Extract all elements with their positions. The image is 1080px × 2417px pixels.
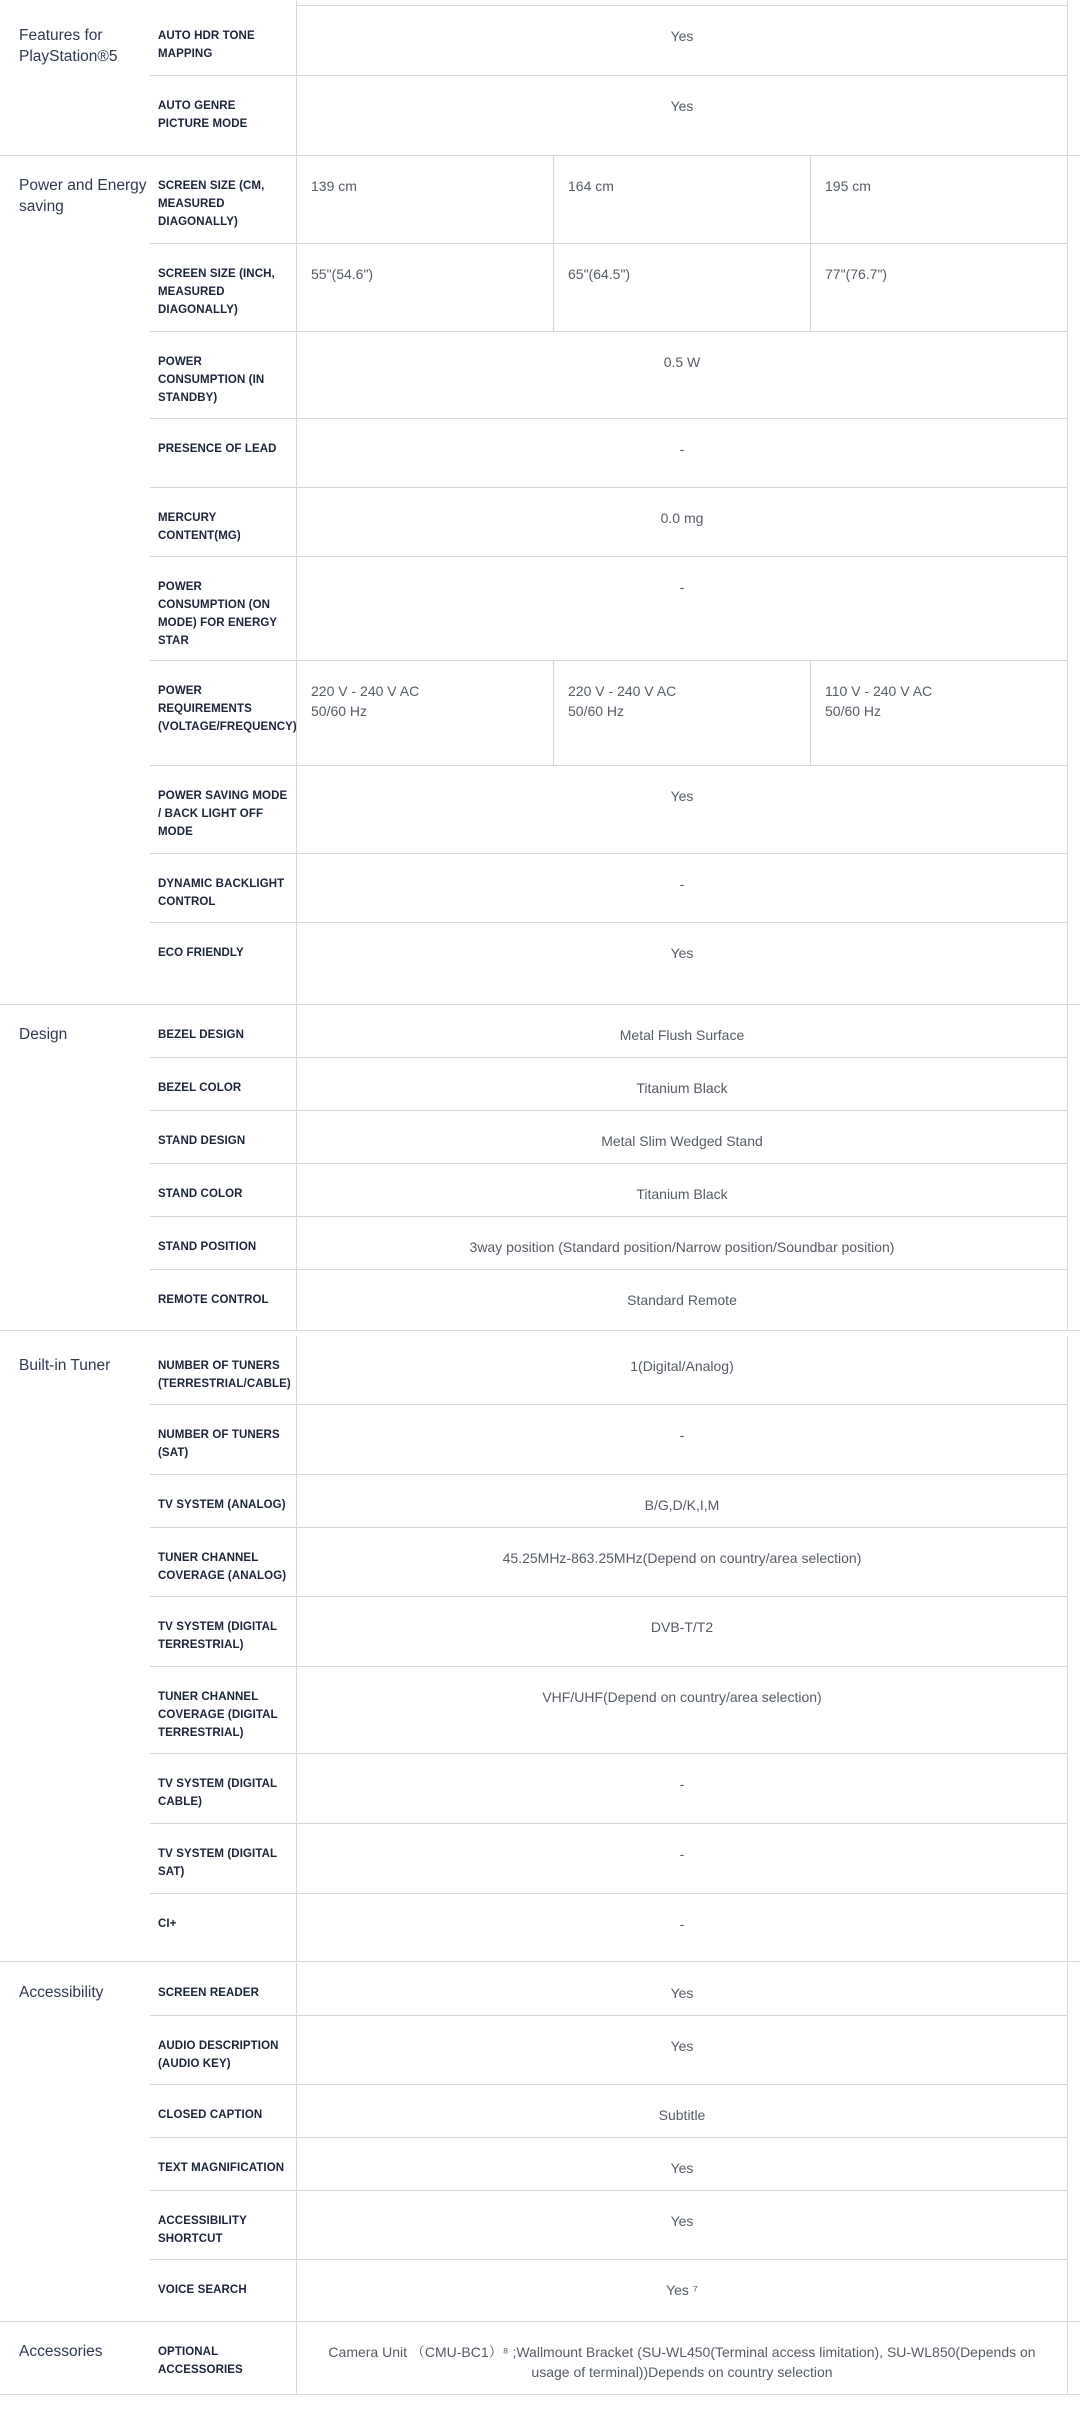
spec-row-bezel-color	[150, 1058, 1068, 1111]
spec-value: 195 cm	[810, 156, 1067, 243]
spec-value-cell	[296, 419, 1068, 487]
spec-row-tv-system-digital-cable	[150, 1754, 1068, 1824]
spec-row-bezel-design	[150, 1005, 1068, 1058]
spec-label: NUMBER OF TUNERS (TERRESTRIAL/CABLE)	[158, 1360, 291, 1390]
spec-label: BEZEL COLOR	[158, 1082, 242, 1094]
spec-row-number-of-tuners-sat	[150, 1405, 1068, 1475]
spec-label: MERCURY CONTENT(MG)	[158, 512, 241, 542]
spec-row-text-magnification	[150, 2138, 1068, 2191]
spec-value: 220 V - 240 V AC 50/60 Hz	[553, 661, 810, 765]
spec-value-cell	[296, 156, 1068, 243]
spec-value-cell	[296, 2191, 1068, 2259]
section-title: Power and Energy saving	[19, 177, 147, 215]
spec-value: -	[679, 579, 685, 595]
spec-value: 55"(54.6")	[311, 266, 374, 282]
spec-row-voice-search	[150, 2260, 1068, 2322]
spec-value: -	[679, 876, 685, 892]
spec-row-stand-position	[150, 1217, 1068, 1270]
spec-row-screen-size-inch-measured-diagonally	[150, 244, 1068, 332]
spec-label: PRESENCE OF LEAD	[158, 443, 277, 455]
spec-value: 0.0 mg	[660, 510, 704, 526]
spec-section-built-in-tuner	[0, 1336, 1080, 1962]
spec-value: 110 V - 240 V AC 50/60 Hz	[810, 661, 1067, 765]
spec-value: VHF/UHF(Depend on country/area selection)	[542, 1689, 822, 1705]
spec-label: AUTO HDR TONE MAPPING	[158, 30, 255, 60]
spec-value-cell	[296, 2322, 1068, 2395]
spec-value-columns	[297, 661, 1067, 765]
spec-row-stand-design	[150, 1111, 1068, 1164]
spec-value-cell	[296, 1894, 1068, 1962]
spec-row-mercury-content-mg	[150, 488, 1068, 557]
spec-value: B/G,D/K,I,M	[644, 1497, 720, 1513]
spec-value: Subtitle	[658, 2107, 706, 2123]
spec-value-cell	[296, 332, 1068, 418]
spec-value: -	[679, 441, 685, 457]
spec-value: -	[679, 1427, 685, 1443]
spec-value-columns	[297, 156, 1067, 243]
spec-value-cell	[296, 2138, 1068, 2190]
spec-row-auto-hdr-tone-mapping	[150, 6, 1068, 76]
spec-value: Standard Remote	[627, 1292, 737, 1308]
spec-row-optional-accessories	[150, 2322, 1068, 2395]
spec-label: OPTIONAL ACCESSORIES	[158, 2346, 243, 2376]
spec-value: Camera Unit （CMU-BC1）⁸ ;Wallmount Bracket (SU-WL450(Terminal access limitation), SU-WL850(Depends on usage of terminal))Depends on country selection	[328, 2344, 1036, 2380]
spec-label: SCREEN READER	[158, 1987, 259, 1999]
spec-value: 3way position (Standard position/Narrow position/Soundbar position)	[469, 1239, 895, 1255]
spec-label: TEXT MAGNIFICATION	[158, 2162, 285, 2174]
spec-label: REMOTE CONTROL	[158, 1294, 269, 1306]
spec-value: 164 cm	[553, 156, 810, 243]
spec-label: STAND COLOR	[158, 1188, 243, 1200]
spec-value-cell	[296, 1336, 1068, 1404]
section-title: Built-in Tuner	[19, 1357, 111, 1374]
spec-row-tuner-channel-coverage-analog	[150, 1528, 1068, 1597]
spec-value: Metal Slim Wedged Stand	[601, 1133, 763, 1149]
spec-value-cell	[296, 1058, 1068, 1110]
spec-label: ECO FRIENDLY	[158, 947, 244, 959]
spec-section-power-and-energy-saving	[0, 156, 1080, 1005]
spec-value-cell	[296, 244, 1068, 331]
spec-row-closed-caption	[150, 2085, 1068, 2138]
spec-value: -	[679, 1846, 685, 1862]
spec-section-accessibility	[0, 1963, 1080, 2322]
spec-label: POWER CONSUMPTION (ON MODE) FOR ENERGY STAR	[158, 581, 277, 647]
spec-value-cell	[296, 1824, 1068, 1893]
spec-value-cell	[296, 1963, 1068, 2015]
spec-row-power-consumption-in-standby	[150, 332, 1068, 419]
spec-label: SCREEN SIZE (CM, MEASURED DIAGONALLY)	[158, 180, 265, 228]
section-title: Features for PlayStation®5	[19, 27, 118, 65]
spec-value: 1(Digital/Analog)	[630, 1358, 734, 1374]
spec-label: ACCESSIBILITY SHORTCUT	[158, 2215, 247, 2245]
spec-value-cell	[296, 766, 1068, 853]
spec-label: STAND DESIGN	[158, 1135, 246, 1147]
spec-value-cell	[296, 557, 1068, 660]
spec-value: 220 V - 240 V AC 50/60 Hz	[311, 683, 420, 719]
spec-value: 45.25MHz-863.25MHz(Depend on country/area selection)	[502, 1550, 862, 1566]
spec-value: 77"(76.7")	[810, 244, 1067, 331]
spec-value-cell	[296, 2260, 1068, 2322]
spec-label: POWER REQUIREMENTS (VOLTAGE/FREQUENCY)	[158, 685, 297, 733]
spec-value-cell	[296, 923, 1068, 1005]
spec-row-screen-size-cm-measured-diagonally	[150, 156, 1068, 244]
spec-row-tv-system-digital-terrestrial	[150, 1597, 1068, 1667]
spec-row-accessibility-shortcut	[150, 2191, 1068, 2260]
spec-row-eco-friendly	[150, 923, 1068, 1005]
spec-row-screen-reader	[150, 1963, 1068, 2016]
spec-value: 139 cm	[311, 178, 357, 194]
spec-value-cell	[296, 1597, 1068, 1666]
spec-section-features-for-playstation-5	[0, 6, 1080, 156]
spec-value: -	[679, 1776, 685, 1792]
spec-rows	[150, 156, 1068, 1005]
spec-value-cell	[296, 2016, 1068, 2084]
spec-row-tv-system-digital-sat	[150, 1824, 1068, 1894]
spec-label: DYNAMIC BACKLIGHT CONTROL	[158, 878, 285, 908]
spec-row-audio-description-audio-key	[150, 2016, 1068, 2085]
spec-rows	[150, 1005, 1068, 1331]
spec-row-tuner-channel-coverage-digital-terrestrial	[150, 1667, 1068, 1754]
spec-value-cell	[296, 854, 1068, 922]
spec-value-columns	[297, 244, 1067, 331]
spec-row-dynamic-backlight-control	[150, 854, 1068, 923]
spec-value-cell	[296, 1475, 1068, 1527]
spec-value-cell	[296, 1217, 1068, 1269]
spec-label: BEZEL DESIGN	[158, 1029, 244, 1041]
spec-value-cell	[296, 661, 1068, 765]
spec-row-number-of-tuners-terrestrial-cable	[150, 1336, 1068, 1405]
spec-value: Yes	[670, 945, 694, 961]
spec-section-design	[0, 1005, 1080, 1331]
spec-value: Yes	[670, 2038, 694, 2054]
spec-value-cell	[296, 1111, 1068, 1163]
spec-label: CLOSED CAPTION	[158, 2109, 263, 2121]
spec-value: 65"(64.5")	[553, 244, 810, 331]
spec-row-presence-of-lead	[150, 419, 1068, 488]
spec-label: TV SYSTEM (DIGITAL SAT)	[158, 1848, 277, 1878]
spec-label: CI+	[158, 1918, 177, 1930]
section-title: Accessories	[19, 2343, 103, 2360]
spec-row-power-saving-mode-back-light-off-mode	[150, 766, 1068, 854]
spec-section-accessories	[0, 2322, 1080, 2395]
spec-value: Yes	[670, 98, 694, 114]
spec-value-cell	[296, 1005, 1068, 1057]
spec-value: Yes	[670, 788, 694, 804]
spec-label: AUTO GENRE PICTURE MODE	[158, 100, 248, 130]
spec-value-cell	[296, 6, 1068, 75]
spec-value: -	[679, 1916, 685, 1932]
spec-value-cell	[296, 1528, 1068, 1596]
section-title: Design	[19, 1026, 68, 1043]
spec-row-auto-genre-picture-mode	[150, 76, 1068, 156]
spec-row-power-requirements-voltage-frequency	[150, 661, 1068, 766]
spec-label: TV SYSTEM (DIGITAL TERRESTRIAL)	[158, 1621, 277, 1651]
spec-label: VOICE SEARCH	[158, 2284, 247, 2296]
spec-label: TUNER CHANNEL COVERAGE (ANALOG)	[158, 1552, 287, 1582]
spec-row-remote-control	[150, 1270, 1068, 1331]
spec-rows	[150, 1963, 1068, 2322]
spec-label: POWER SAVING MODE / BACK LIGHT OFF MODE	[158, 790, 288, 838]
spec-label: SCREEN SIZE (INCH, MEASURED DIAGONALLY)	[158, 268, 275, 316]
spec-value: Yes	[670, 28, 694, 44]
spec-label: STAND POSITION	[158, 1241, 257, 1253]
spec-value: Yes ⁷	[666, 2282, 698, 2298]
spec-value-cell	[296, 1667, 1068, 1753]
spec-label: AUDIO DESCRIPTION (AUDIO KEY)	[158, 2040, 279, 2070]
spec-value-cell	[296, 2085, 1068, 2137]
spec-value-cell	[296, 1270, 1068, 1331]
spec-row-tv-system-analog	[150, 1475, 1068, 1528]
spec-value: Yes	[670, 1985, 694, 2001]
spec-rows	[150, 2322, 1068, 2395]
spec-rows	[150, 6, 1068, 156]
spec-value-cell	[296, 76, 1068, 156]
spec-value: Titanium Black	[636, 1080, 728, 1096]
spec-value: Yes	[670, 2160, 694, 2176]
spec-label: TV SYSTEM (DIGITAL CABLE)	[158, 1778, 277, 1808]
spec-label: POWER CONSUMPTION (IN STANDBY)	[158, 356, 265, 404]
spec-value: Titanium Black	[636, 1186, 728, 1202]
spec-value-cell	[296, 1405, 1068, 1474]
spec-value: Metal Flush Surface	[619, 1027, 745, 1043]
spec-value: 0.5 W	[663, 354, 701, 370]
spec-label: NUMBER OF TUNERS (SAT)	[158, 1429, 280, 1459]
spec-value: DVB-T/T2	[650, 1619, 714, 1635]
section-title: Accessibility	[19, 1984, 104, 2001]
spec-value-cell	[296, 1754, 1068, 1823]
spec-row-power-consumption-on-mode-for-energy-star	[150, 557, 1068, 661]
spec-value: Yes	[670, 2213, 694, 2229]
spec-row-ci	[150, 1894, 1068, 1962]
spec-rows	[150, 1336, 1068, 1962]
spec-value-cell	[296, 488, 1068, 556]
spec-label: TV SYSTEM (ANALOG)	[158, 1499, 286, 1511]
spec-label: TUNER CHANNEL COVERAGE (DIGITAL TERRESTRIAL)	[158, 1691, 278, 1739]
spec-value-cell	[296, 1164, 1068, 1216]
spec-row-stand-color	[150, 1164, 1068, 1217]
